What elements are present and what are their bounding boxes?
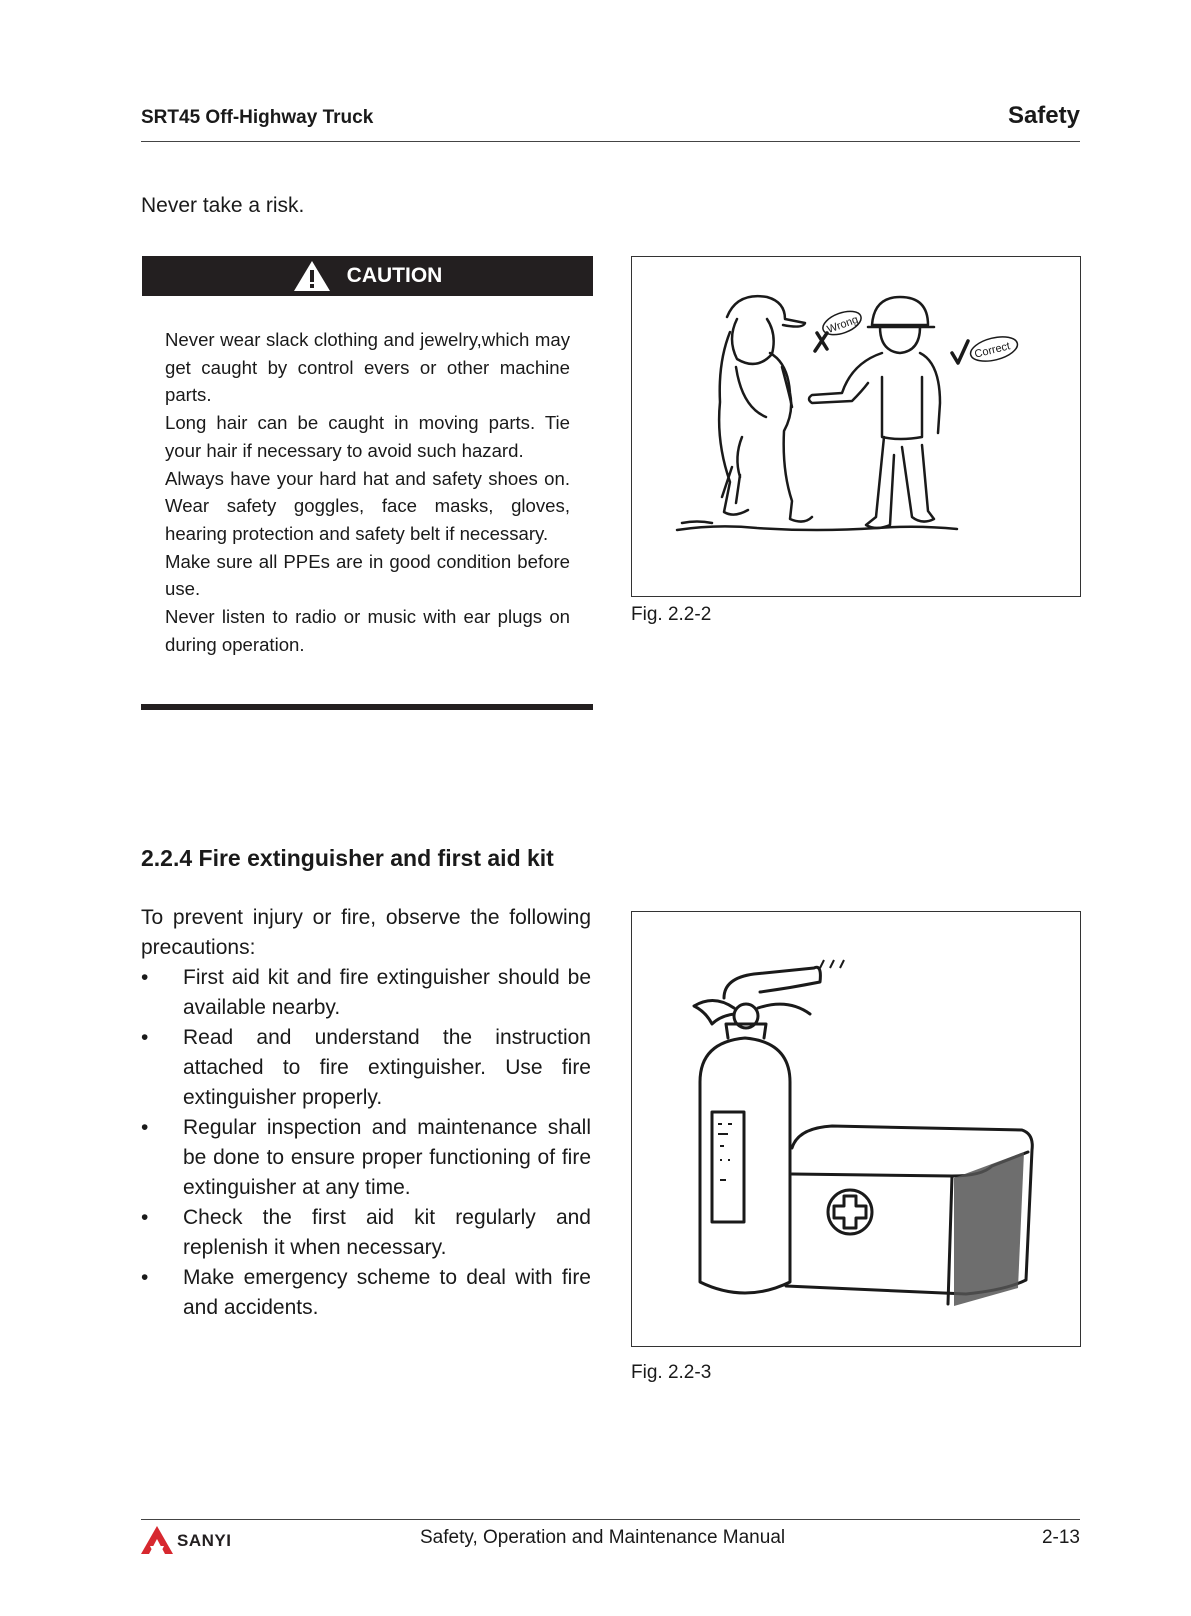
sanyi-logo-icon (141, 1526, 173, 1556)
bullet: • (141, 1266, 149, 1289)
caution-bottom-rule (141, 704, 593, 710)
correct-label: Correct (973, 340, 1012, 361)
subsection-heading: 2.2.4 Fire extinguisher and first aid kit (141, 845, 554, 871)
bullet: • (141, 1026, 149, 1049)
figure-caption: Fig. 2.2-2 (631, 604, 712, 625)
intro-text: Never take a risk. (141, 194, 305, 217)
list-item (141, 1023, 591, 1113)
brand-name: SANYI (177, 1531, 232, 1550)
subsection-intro: To prevent injury or fire, observe the following precautions: (141, 906, 591, 959)
list-item-text: Check the first aid kit regularly and replenish it when necessary. (183, 1206, 591, 1259)
list-item-text: Regular inspection and maintenance shall be done to ensure proper functioning of fire extinguisher at any time. (183, 1116, 591, 1199)
bullet: • (141, 1206, 149, 1229)
ppe-drawing (632, 257, 1080, 596)
caution-paragraph: Make sure all PPEs are in good condition before use. (165, 550, 570, 600)
list-item-text: Make emergency scheme to deal with fire and accidents. (183, 1266, 591, 1319)
wrong-label: Wrong (825, 313, 860, 336)
list-item (141, 1263, 591, 1323)
list-item (141, 1113, 591, 1203)
footer-divider (141, 1519, 1080, 1520)
figure-extinguisher-firstaid (631, 911, 1081, 1347)
list-item (141, 1203, 591, 1263)
caution-banner (142, 256, 593, 296)
page-number: 2-13 (1041, 1527, 1080, 1548)
caution-text (165, 326, 570, 658)
caution-paragraph: Never wear slack clothing and jewelry,which may get caught by control evers or other machine parts. (165, 329, 570, 406)
list-item-text: First aid kit and fire extinguisher should be available nearby. (183, 966, 591, 1019)
figure-caption: Fig. 2.2-3 (631, 1362, 712, 1383)
caution-paragraph: Always have your hard hat and safety shoes on. Wear safety goggles, face masks, gloves, hearing protection and safety belt if necessary. (165, 467, 570, 544)
section-title: Safety (1007, 102, 1080, 129)
warning-icon (293, 260, 331, 292)
header-divider (141, 141, 1080, 142)
caution-paragraph: Long hair can be caught in moving parts. Tie your hair if necessary to avoid such hazard. (165, 412, 570, 461)
extinguisher-kit-drawing (632, 912, 1080, 1346)
bullet: • (141, 966, 149, 989)
list-item (141, 963, 591, 1023)
footer-manual-title: Safety, Operation and Maintenance Manual (420, 1527, 786, 1548)
caution-paragraph: Never listen to radio or music with ear plugs on during operation. (165, 606, 570, 655)
document-title: SRT45 Off-Highway Truck (141, 107, 374, 128)
precautions-list (141, 963, 591, 1323)
figure-ppe-illustration (631, 256, 1081, 597)
list-item-text: Read and understand the instruction attached to fire extinguisher. Use fire extinguisher properly. (183, 1026, 591, 1109)
sanyi-logo (141, 1526, 231, 1556)
bullet: • (141, 1116, 149, 1139)
caution-label: CAUTION (346, 264, 443, 287)
